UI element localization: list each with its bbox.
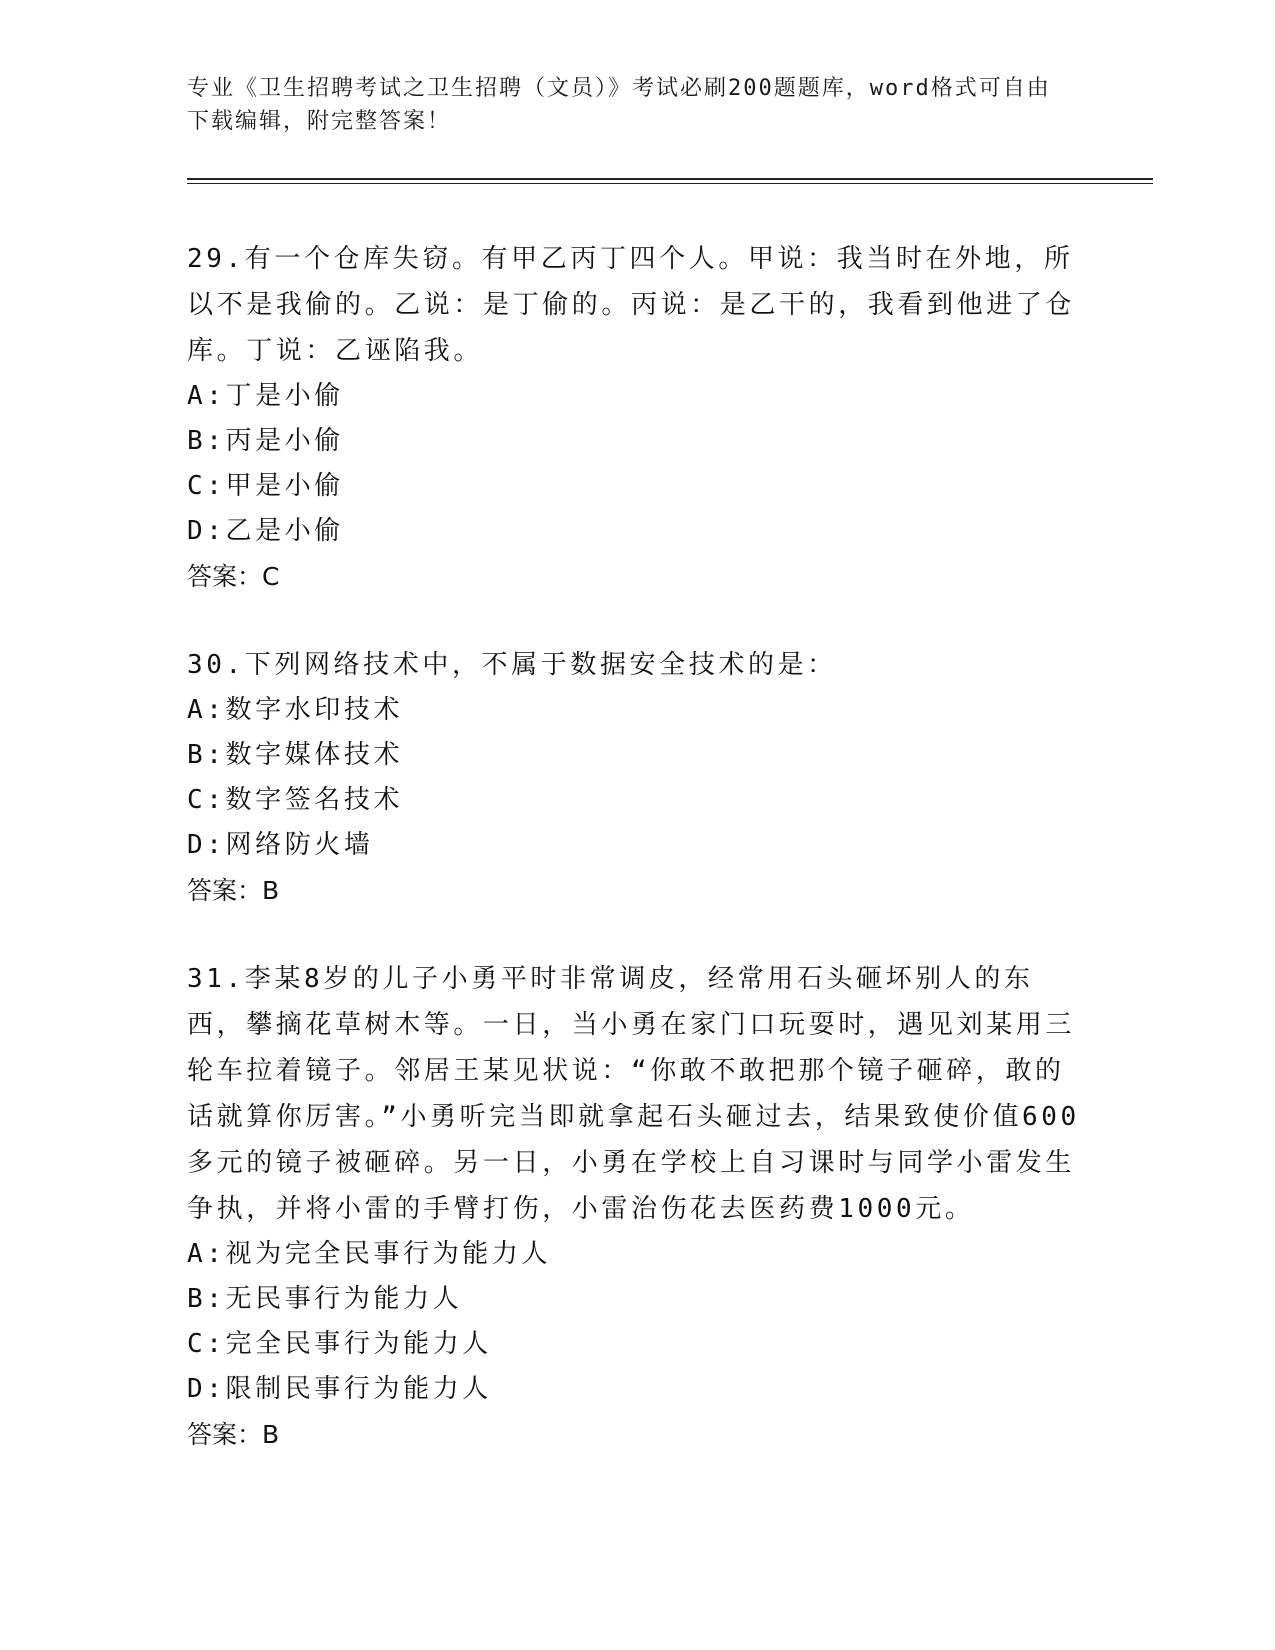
question-spacer <box>187 600 1087 642</box>
question-list <box>187 236 1087 1458</box>
option-d: D:乙是小偷 <box>187 516 344 546</box>
option-b: B:无民事行为能力人 <box>187 1284 463 1314</box>
question-stem: 31.李某8岁的儿子小勇平时非常调皮，经常用石头砸坏别人的东西，攀摘花草树木等。一日，当小勇在家门口玩耍时，遇见刘某用三轮车拉着镜子。邻居王某见状说：“你敢不敢把那个镜子砸碎，敢的话就算你厉害。”小勇听完当即就拿起石头砸过去，结果致使价值600多元的镜子被砸碎。另一日，小勇在学校上自习课时与同学小雷发生争执，并将小雷的手臂打伤，小雷治伤花去医药费1000元。 <box>187 964 1080 1224</box>
question-31 <box>187 956 1087 1458</box>
option-b: B:数字媒体技术 <box>187 740 404 770</box>
option-d: D:网络防火墙 <box>187 830 374 860</box>
option-c: C:数字签名技术 <box>187 785 404 815</box>
question-30 <box>187 642 1087 914</box>
question-29 <box>187 236 1087 600</box>
option-d: D:限制民事行为能力人 <box>187 1374 492 1404</box>
answer-text: 答案：C <box>187 562 280 591</box>
option-b: B:丙是小偷 <box>187 426 344 456</box>
answer-text: 答案：B <box>187 1420 280 1449</box>
question-stem: 29.有一个仓库失窃。有甲乙丙丁四个人。甲说：我当时在外地，所以不是我偷的。乙说：是丁偷的。丙说：是乙干的，我看到他进了仓库。丁说：乙诬陷我。 <box>187 244 1076 366</box>
question-stem: 30.下列网络技术中，不属于数据安全技术的是： <box>187 650 837 680</box>
header-divider-thin <box>187 183 1153 184</box>
option-a: A:丁是小偷 <box>187 381 344 411</box>
option-a: A:视为完全民事行为能力人 <box>187 1239 552 1269</box>
document-header: 专业《卫生招聘考试之卫生招聘（文员）》考试必刷200题题库，word格式可自由下载编辑，附完整答案！ <box>187 76 1051 134</box>
question-spacer <box>187 914 1087 956</box>
option-c: C:完全民事行为能力人 <box>187 1329 492 1359</box>
option-c: C:甲是小偷 <box>187 471 344 501</box>
header-divider <box>187 178 1153 180</box>
option-a: A:数字水印技术 <box>187 695 404 725</box>
answer-text: 答案：B <box>187 876 280 905</box>
